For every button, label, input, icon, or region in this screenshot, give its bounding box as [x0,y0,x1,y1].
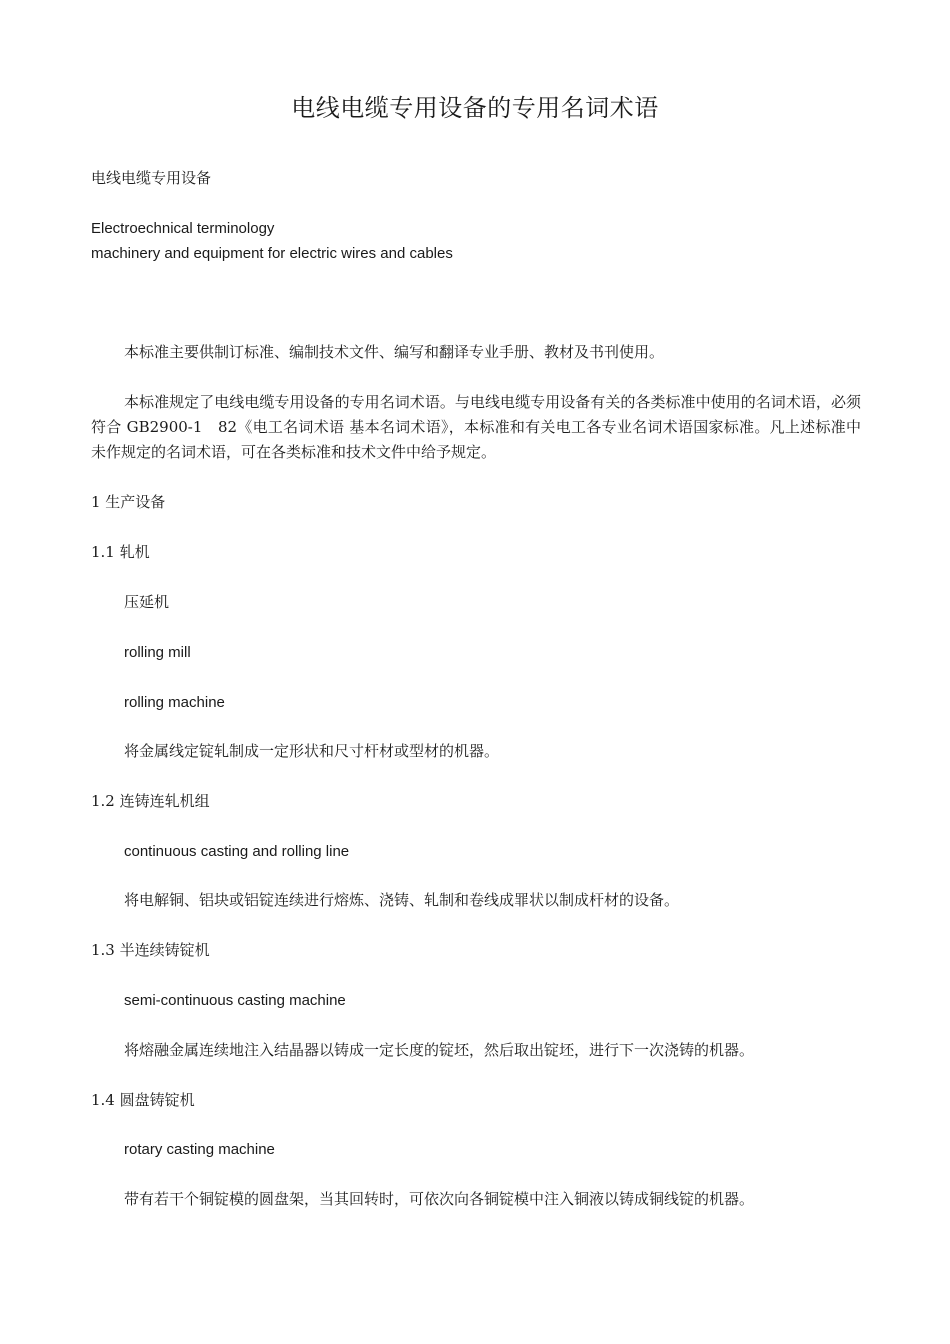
document-subtitle: 电线电缆专用设备 [91,169,212,187]
term-heading-1-2: 1.2 连铸连轧机组 [91,792,210,810]
term-heading-1-4: 1.4 圆盘铸锭机 [91,1091,195,1109]
term-english-1-3: semi-continuous casting machine [124,992,346,1009]
term-definition-1-3: 将熔融金属连续地注入结晶器以铸成一定长度的锭坯，然后取出锭坯，进行下一次浇铸的机器。 [124,1041,755,1059]
term-definition-1-4: 带有若干个铜锭模的圆盘架，当其回转时，可依次向各铜锭模中注入铜液以铸成铜线锭的机器。 [124,1190,755,1208]
term-definition-1-1: 将金属线定锭轧制成一定形状和尺寸杆材或型材的机器。 [124,742,500,760]
section-heading-1: 1 生产设备 [91,493,166,511]
intro-paragraph-2: 本标准规定了电线电缆专用设备的专用名词术语。与电线电缆专用设备有关的各类标准中使用的名词术语，必须符合 GB2900-1 82《电工名词术语 基本名词术语》，本标准和有关电工各专业名词术语国家标准。凡上述标准中未作规定的名词术语，可在各类标准和技术文件中给予规定。 [91,393,861,461]
term-definition-1-2: 将电解铜、铝块或铝锭连续进行熔炼、浇铸、轧制和卷线成罪状以制成杆材的设备。 [124,891,680,909]
term-english-1-1-b: rolling machine [124,694,225,711]
term-english-1-1-a: rolling mill [124,644,191,661]
term-english-1-2: continuous casting and rolling line [124,843,350,860]
intro-paragraph-1: 本标准主要供制订标准、编制技术文件、编写和翻译专业手册、教材及书刊使用。 [124,343,665,361]
term-heading-1-1: 1.1 轧机 [91,543,150,561]
english-title-line-2: machinery and equipment for electric wires and cables [91,245,453,262]
term-heading-1-3: 1.3 半连续铸锭机 [91,941,210,959]
term-english-1-4: rotary casting machine [124,1141,275,1158]
term-alias-1-1: 压延机 [124,593,170,611]
english-title-line-1: Electroechnical terminology [91,220,275,237]
document-title: 电线电缆专用设备的专用名词术语 [291,94,659,122]
